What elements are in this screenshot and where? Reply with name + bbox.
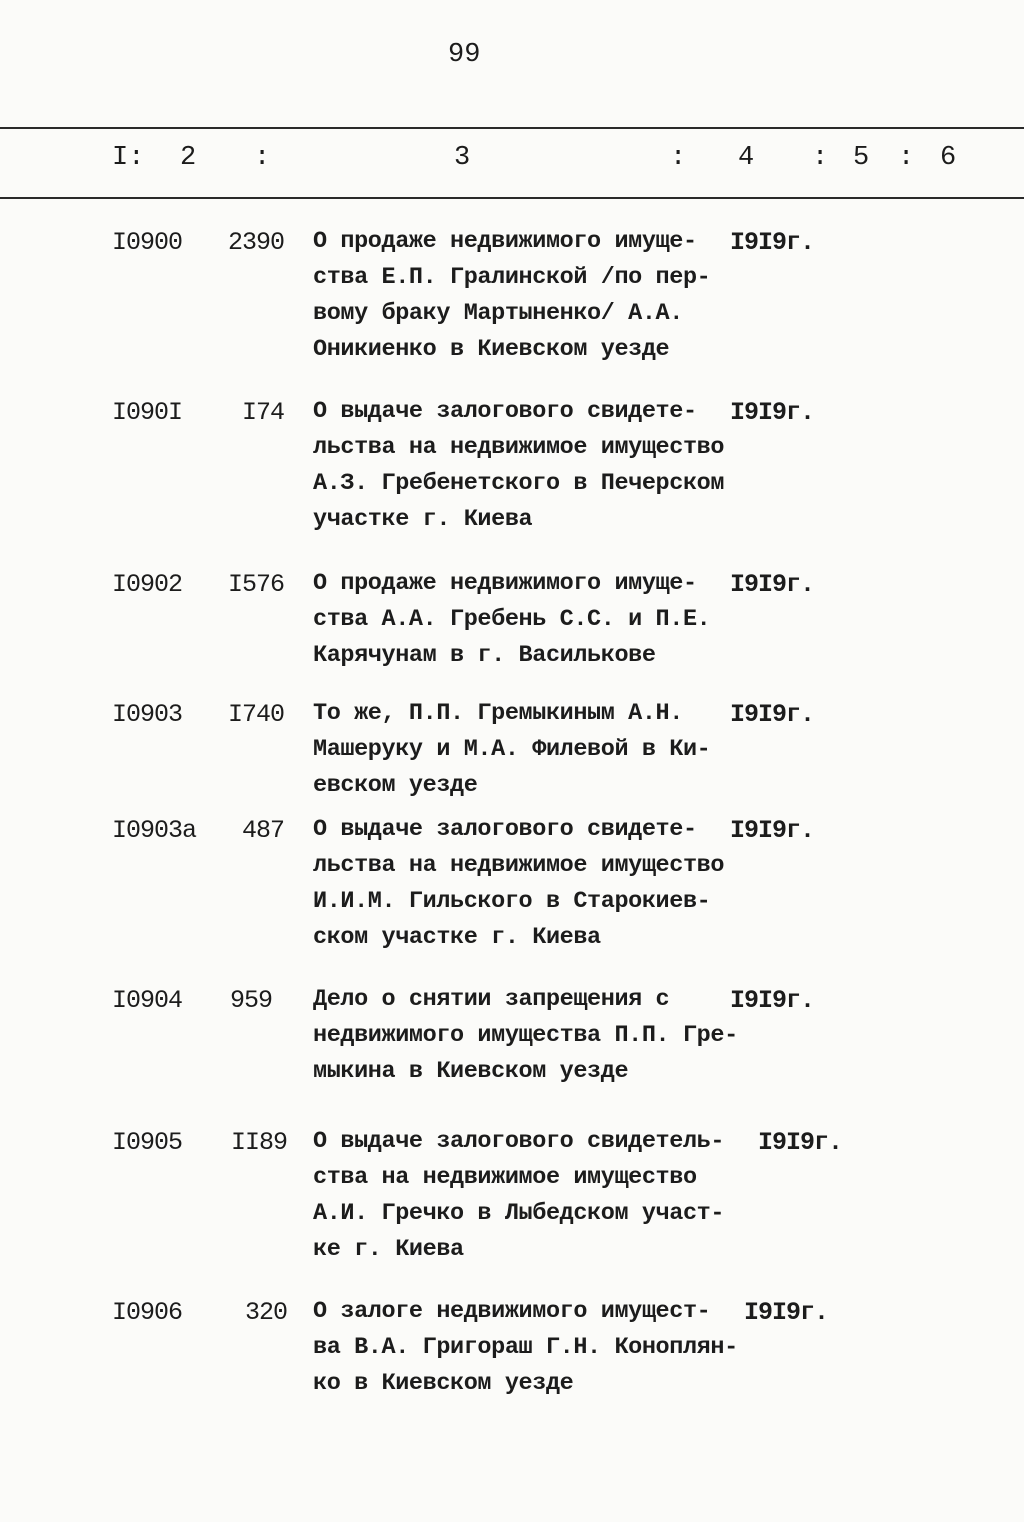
entry-number: I0903 bbox=[112, 700, 183, 729]
description-line: О продаже недвижимого имуще- bbox=[313, 228, 697, 255]
column-header-3: 3 bbox=[454, 143, 471, 173]
description-line: Оникиенко в Киевском уезде bbox=[313, 336, 670, 363]
header-bottom-rule bbox=[0, 197, 1024, 199]
description-line: ства на недвижимое имущество bbox=[313, 1164, 697, 1191]
header-top-rule bbox=[0, 127, 1024, 129]
entry-year: I9I9г. bbox=[730, 398, 815, 427]
column-header-5: 5 bbox=[853, 143, 870, 173]
description-line: мыкина в Киевском уезде bbox=[313, 1058, 629, 1085]
column-separator: : bbox=[812, 143, 829, 173]
entry-description bbox=[313, 986, 738, 1094]
entry-number: I0904 bbox=[112, 986, 183, 1015]
entry-description bbox=[313, 398, 724, 542]
description-line: А.З. Гребенетского в Печерском bbox=[313, 470, 725, 497]
entry-description bbox=[313, 816, 724, 960]
entry-year: I9I9г. bbox=[730, 570, 815, 599]
column-header-6: 6 bbox=[940, 143, 957, 173]
column-separator: : bbox=[898, 143, 915, 173]
description-line: О выдаче залогового свидете- bbox=[313, 816, 697, 843]
entry-number: I0902 bbox=[112, 570, 183, 599]
column-header-2: 2 bbox=[180, 143, 197, 173]
description-line: недвижимого имущества П.П. Гре- bbox=[313, 1022, 738, 1049]
description-line: О залоге недвижимого имущест- bbox=[313, 1298, 711, 1325]
entry-number: I0900 bbox=[112, 228, 183, 257]
description-line: льства на недвижимое имущество bbox=[313, 852, 725, 879]
entry-number: I0903а bbox=[112, 816, 197, 845]
column-header-1: I: bbox=[112, 143, 145, 173]
entry-number: I090I bbox=[112, 398, 183, 427]
column-separator: : bbox=[670, 143, 687, 173]
description-line: участке г. Киева bbox=[313, 506, 533, 533]
description-line: ства А.А. Гребень С.С. и П.Е. bbox=[313, 606, 711, 633]
entry-description bbox=[313, 570, 710, 678]
description-line: Карячунам в г. Василькове bbox=[313, 642, 656, 669]
description-line: О продаже недвижимого имуще- bbox=[313, 570, 697, 597]
entry-description bbox=[313, 1298, 738, 1406]
entry-year: I9I9г. bbox=[730, 228, 815, 257]
entry-sheets: 959 bbox=[229, 986, 272, 1015]
entry-sheets: 320 bbox=[244, 1298, 287, 1327]
description-line: А.И. Гречко в Лыбедском участ- bbox=[313, 1200, 725, 1227]
entry-sheets: I74 bbox=[241, 398, 284, 427]
entry-description bbox=[313, 700, 710, 808]
entry-sheets: I576 bbox=[227, 570, 284, 599]
description-line: О выдаче залогового свидетель- bbox=[313, 1128, 725, 1155]
entry-year: I9I9г. bbox=[744, 1298, 829, 1327]
entry-sheets: 2390 bbox=[227, 228, 284, 257]
entry-sheets: 487 bbox=[241, 816, 284, 845]
description-line: Дело о снятии запрещения с bbox=[313, 986, 670, 1013]
entry-description bbox=[313, 1128, 724, 1272]
description-line: Машеруку и М.А. Филевой в Ки- bbox=[313, 736, 711, 763]
page-number: 99 bbox=[448, 40, 481, 70]
description-line: ко в Киевском уезде bbox=[313, 1370, 574, 1397]
entry-number: I0905 bbox=[112, 1128, 183, 1157]
description-line: И.И.М. Гильского в Старокиев- bbox=[313, 888, 711, 915]
description-line: ке г. Киева bbox=[313, 1236, 464, 1263]
description-line: льства на недвижимое имущество bbox=[313, 434, 725, 461]
entry-year: I9I9г. bbox=[730, 700, 815, 729]
description-line: ства Е.П. Гралинской /по пер- bbox=[313, 264, 711, 291]
description-line: вому браку Мартыненко/ А.А. bbox=[313, 300, 683, 327]
description-line: О выдаче залогового свидете- bbox=[313, 398, 697, 425]
entry-sheets: II89 bbox=[230, 1128, 287, 1157]
description-line: То же, П.П. Гремыкиным А.Н. bbox=[313, 700, 683, 727]
column-separator: : bbox=[254, 143, 271, 173]
column-header-4: 4 bbox=[738, 143, 755, 173]
description-line: ва В.А. Григораш Г.Н. Коноплян- bbox=[313, 1334, 738, 1361]
entry-description bbox=[313, 228, 710, 372]
entry-number: I0906 bbox=[112, 1298, 183, 1327]
entry-year: I9I9г. bbox=[730, 986, 815, 1015]
entry-sheets: I740 bbox=[227, 700, 284, 729]
description-line: ском участке г. Киева bbox=[313, 924, 601, 951]
entry-year: I9I9г. bbox=[730, 816, 815, 845]
description-line: евском уезде bbox=[313, 772, 478, 799]
entry-year: I9I9г. bbox=[758, 1128, 843, 1157]
